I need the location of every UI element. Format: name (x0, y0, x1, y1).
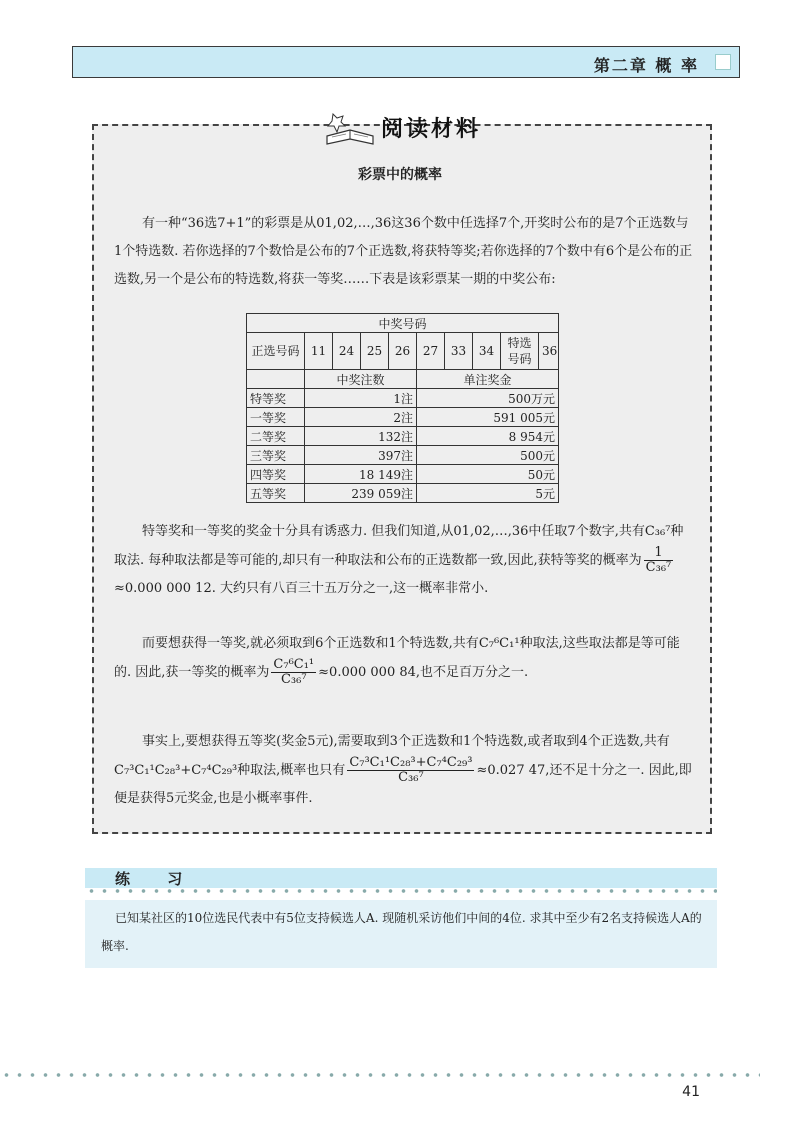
fifth-prize-fraction (347, 756, 474, 785)
exercise-header-bar (85, 868, 717, 888)
prize-level: 三等奖 (247, 446, 305, 465)
prize-amount: 5元 (417, 484, 559, 503)
lottery-results-table (246, 313, 559, 503)
winning-number: 27 (417, 333, 445, 370)
exercise-question: 已知某社区的10位选民代表中有5位支持候选人A. 现随机采访他们中间的4位. 求其中至少有2名支持候选人A的概率. (101, 911, 702, 953)
special-number-label: 特选号码 (501, 333, 539, 370)
prize-amount-header: 单注奖金 (417, 370, 559, 389)
chapter-title: 第二章 概 率 (593, 56, 699, 75)
reading-material-title: 阅读材料 (381, 116, 482, 142)
grand-prize-text-3: ≈0.000 000 12. 大约只有八百三十五万分之一,这一概率非常小. (114, 581, 489, 596)
first-prize-paragraph (114, 630, 694, 687)
prize-level: 五等奖 (247, 484, 305, 503)
grand-prize-paragraph (114, 518, 694, 603)
prize-level: 特等奖 (247, 389, 305, 408)
open-book-icon (323, 106, 377, 148)
prize-amount: 50元 (417, 465, 559, 484)
fifth-prize-paragraph (114, 728, 694, 813)
fraction-denominator: C₃₆⁷ (398, 770, 424, 785)
fraction-numerator: 1 (644, 546, 674, 561)
article-title: 彩票中的概率 (358, 167, 442, 183)
fraction-numerator: C₇⁶C₁¹ (273, 657, 315, 672)
prize-count: 1注 (305, 389, 417, 408)
first-prize-text-2: 种取法,这些取法都是等可能的. 因此,获一等奖的概率为 (114, 636, 680, 680)
prize-level: 四等奖 (247, 465, 305, 484)
winning-numbers-header: 中奖号码 (247, 314, 559, 333)
prize-level: 二等奖 (247, 427, 305, 446)
table-row (247, 465, 559, 484)
formula-fifth-prize-count: C₇³C₁¹C₂₈³+C₇⁴C₂₉³ (114, 763, 238, 778)
special-number: 36 (539, 333, 559, 370)
header-square-decoration (715, 54, 731, 70)
reading-material-banner (323, 106, 493, 148)
formula-c36-7: C₃₆⁷ (644, 524, 671, 539)
grand-prize-fraction (644, 546, 674, 575)
winning-number: 24 (333, 333, 361, 370)
prize-count: 132注 (305, 427, 417, 446)
prize-level: 一等奖 (247, 408, 305, 427)
prize-amount: 591 005元 (417, 408, 559, 427)
fraction-denominator: C₃₆⁷ (280, 672, 307, 687)
winning-number: 34 (473, 333, 501, 370)
winning-number: 11 (305, 333, 333, 370)
fifth-prize-text-2: 种取法,概率也只有 (237, 763, 346, 778)
table-row (247, 427, 559, 446)
winning-number: 26 (389, 333, 417, 370)
table-row (247, 484, 559, 503)
prize-count-header: 中奖注数 (305, 370, 417, 389)
fraction-denominator: C₃₆⁷ (645, 560, 672, 575)
prize-count: 18 149注 (305, 465, 417, 484)
prize-count: 239 059注 (305, 484, 417, 503)
fifth-prize-text-1: 事实上,要想获得五等奖(奖金5元),需要取到3个正选数和1个特选数,或者取到4个正选数,共有 (142, 734, 670, 749)
prize-amount: 8 954元 (417, 427, 559, 446)
grand-prize-text-1: 特等奖和一等奖的奖金十分具有诱惑力. 但我们知道,从01,02,…,36中任取7个数字,共有 (142, 524, 645, 539)
prize-amount: 500元 (417, 446, 559, 465)
exercise-title: 练 习 (115, 870, 199, 888)
prize-amount: 500万元 (417, 389, 559, 408)
fraction-numerator: C₇³C₁¹C₂₈³+C₇⁴C₂₉³ (349, 755, 473, 770)
grand-prize-text-2: 种取法. 每种取法都是等可能的,却只有一种取法和公布的正选数都一致,因此,获特等奖的概率为 (114, 524, 684, 568)
table-row (247, 408, 559, 427)
first-prize-text-3: ≈0.000 000 84,也不足百万分之一. (318, 665, 529, 680)
prize-count: 397注 (305, 446, 417, 465)
table-row (247, 446, 559, 465)
first-prize-fraction (271, 658, 316, 687)
chapter-header-bar (72, 46, 740, 78)
formula-c7-6-c1-1: C₇⁶C₁¹ (478, 636, 520, 651)
prize-count: 2注 (305, 408, 417, 427)
dotted-divider (85, 888, 717, 894)
intro-paragraph: 有一种“36选7+1”的彩票是从01,02,…,36这36个数中任选择7个,开奖时公布的是7个正选数与1个特选数. 若你选择的7个数恰是公布的7个正选数,将获特等奖;若你选择的7个数中有6个是公布的正选数,另一个是公布的特选数,将获一等奖……下表是该彩票某一期的中奖公布: (114, 216, 693, 287)
fifth-prize-text-3: ≈0.027 47,还不足十分之一. 因此,即便是获得5元奖金,也是小概率事件. (114, 763, 692, 806)
page-number: 41 (682, 1084, 700, 1100)
winning-number: 33 (445, 333, 473, 370)
exercise-box (85, 900, 717, 968)
winning-number: 25 (361, 333, 389, 370)
table-row (247, 389, 559, 408)
first-prize-text-1: 而要想获得一等奖,就必须取到6个正选数和1个特选数,共有 (142, 636, 479, 651)
regular-numbers-label: 正选号码 (247, 333, 305, 370)
footer-dotted-line (0, 1072, 760, 1078)
